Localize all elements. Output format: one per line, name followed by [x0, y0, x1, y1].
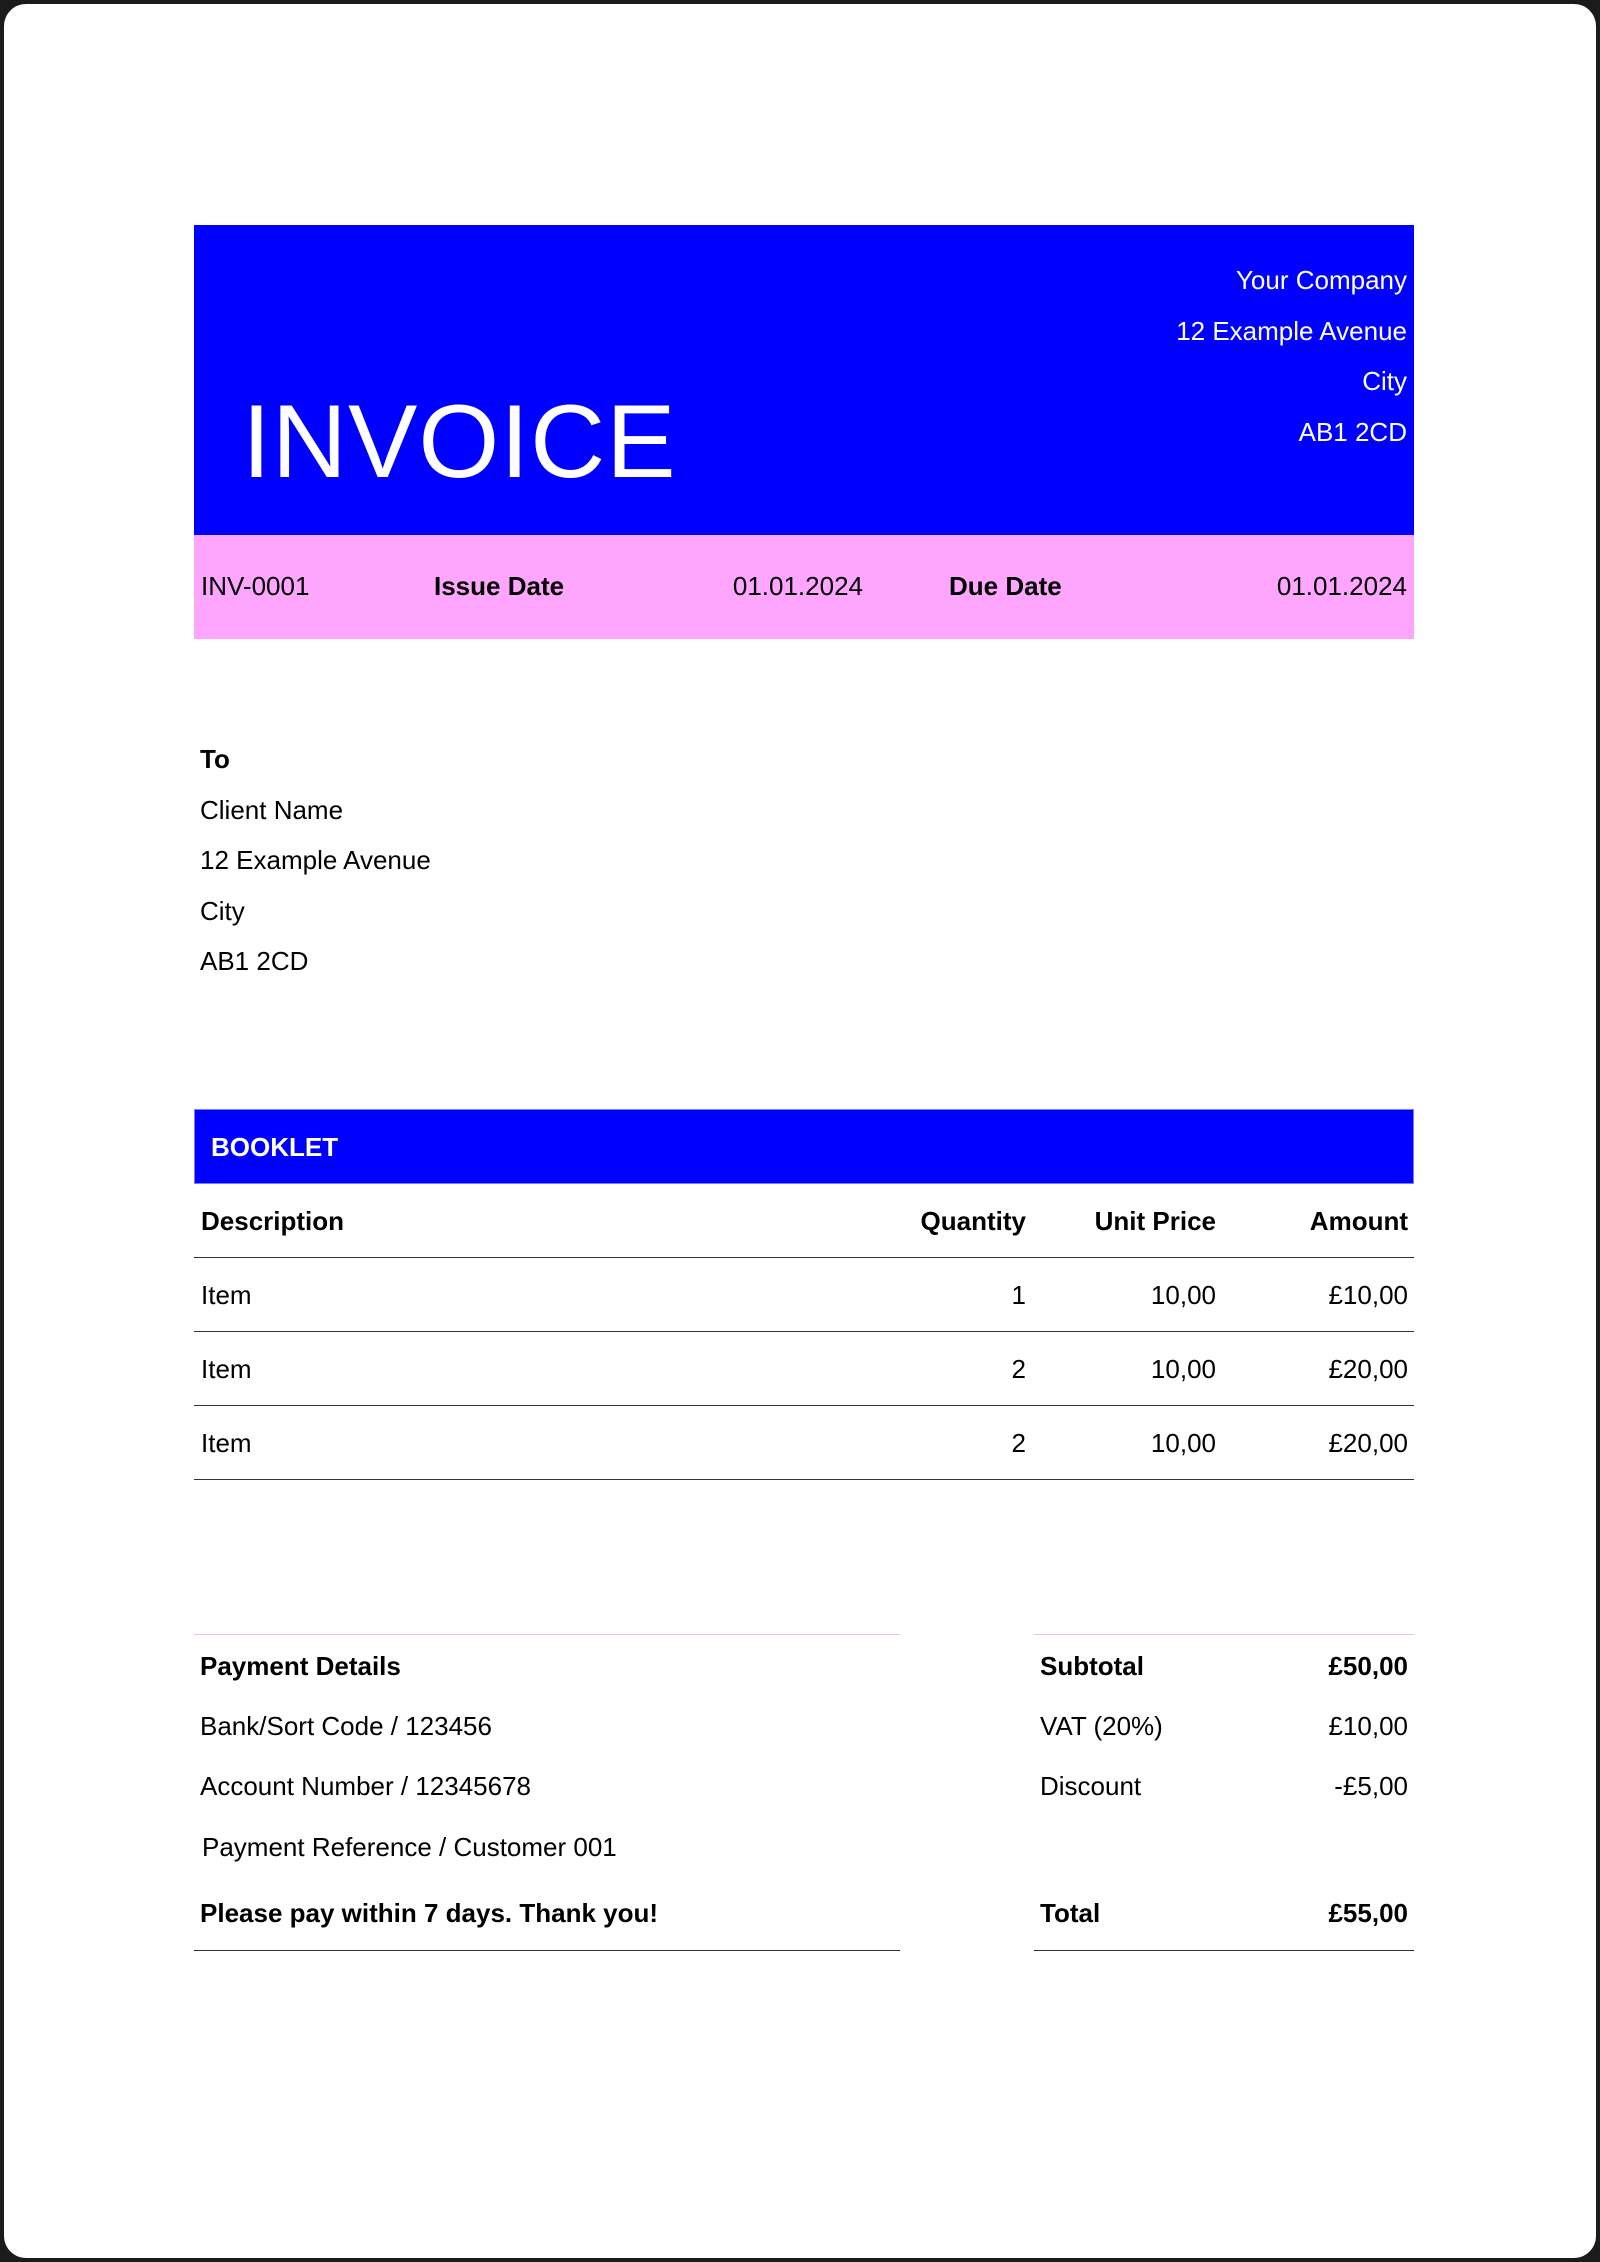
company-city: City	[1362, 366, 1407, 396]
payment-note: Please pay within 7 days. Thank you!	[200, 1898, 659, 1928]
table-row	[194, 1406, 1414, 1480]
subtotal-row	[1040, 1651, 1408, 1681]
item-unit-price: 10,00	[1150, 1428, 1216, 1458]
item-description: Item	[201, 1354, 252, 1384]
company-postcode: AB1 2CD	[1298, 416, 1407, 447]
discount-value: -£5,00	[1334, 1771, 1408, 1801]
item-unit-price: 10,00	[1150, 1280, 1216, 1310]
column-header-quantity: Quantity	[920, 1206, 1026, 1236]
section-title: BOOKLET	[194, 1109, 1414, 1184]
vat-value: £10,00	[1328, 1711, 1408, 1741]
item-amount: £20,00	[1328, 1428, 1408, 1458]
payment-account: Account Number / 12345678	[200, 1771, 531, 1801]
payment-details	[194, 1634, 900, 1951]
item-unit-price: 10,00	[1150, 1354, 1216, 1384]
company-address	[1176, 265, 1407, 467]
recipient-postcode: AB1 2CD	[200, 946, 309, 976]
due-date-label: Due Date	[949, 571, 1062, 601]
column-header-description: Description	[201, 1206, 345, 1236]
discount-label: Discount	[1040, 1771, 1142, 1801]
recipient-name: Client Name	[200, 794, 344, 825]
payment-reference: Payment Reference / Customer 001	[202, 1832, 617, 1862]
subtotal-value: £50,00	[1328, 1651, 1408, 1681]
table-row	[194, 1332, 1414, 1406]
total-value: £55,00	[1328, 1898, 1408, 1928]
column-header-amount: Amount	[1309, 1206, 1408, 1236]
invoice-meta-strip	[194, 535, 1414, 639]
due-date-value: 01.01.2024	[1276, 571, 1407, 601]
issue-date-label: Issue Date	[434, 571, 565, 601]
total-row	[1040, 1898, 1408, 1928]
issue-date-value: 01.01.2024	[732, 571, 863, 601]
invoice-title: INVOICE	[242, 384, 677, 500]
company-name: Your Company	[1235, 265, 1407, 295]
item-amount: £20,00	[1328, 1354, 1408, 1384]
company-street: 12 Example Avenue	[1176, 315, 1407, 346]
discount-row	[1040, 1771, 1408, 1801]
item-amount: £10,00	[1328, 1280, 1408, 1310]
table-row	[194, 1258, 1414, 1332]
vat-label: VAT (20%)	[1040, 1711, 1163, 1741]
items-table	[194, 1109, 1414, 1480]
column-header-unit-price: Unit Price	[1094, 1206, 1216, 1236]
totals-block	[1034, 1634, 1414, 1951]
recipient-city: City	[200, 895, 245, 926]
invoice-page	[4, 4, 1596, 2258]
item-quantity: 2	[1011, 1354, 1026, 1384]
payment-bank: Bank/Sort Code / 123456	[200, 1711, 492, 1741]
subtotal-label: Subtotal	[1040, 1651, 1144, 1681]
payment-title: Payment Details	[200, 1651, 401, 1681]
recipient-label: To	[200, 744, 230, 774]
item-description: Item	[201, 1280, 252, 1310]
table-header-row	[194, 1184, 1414, 1258]
item-quantity: 1	[1011, 1280, 1026, 1310]
item-description: Item	[201, 1428, 252, 1458]
invoice-number: INV-0001	[201, 571, 310, 601]
vat-row	[1040, 1711, 1408, 1741]
item-quantity: 2	[1011, 1428, 1026, 1458]
recipient-block	[200, 744, 431, 997]
total-label: Total	[1040, 1898, 1101, 1928]
recipient-street: 12 Example Avenue	[200, 845, 431, 875]
invoice-header	[194, 225, 1414, 535]
